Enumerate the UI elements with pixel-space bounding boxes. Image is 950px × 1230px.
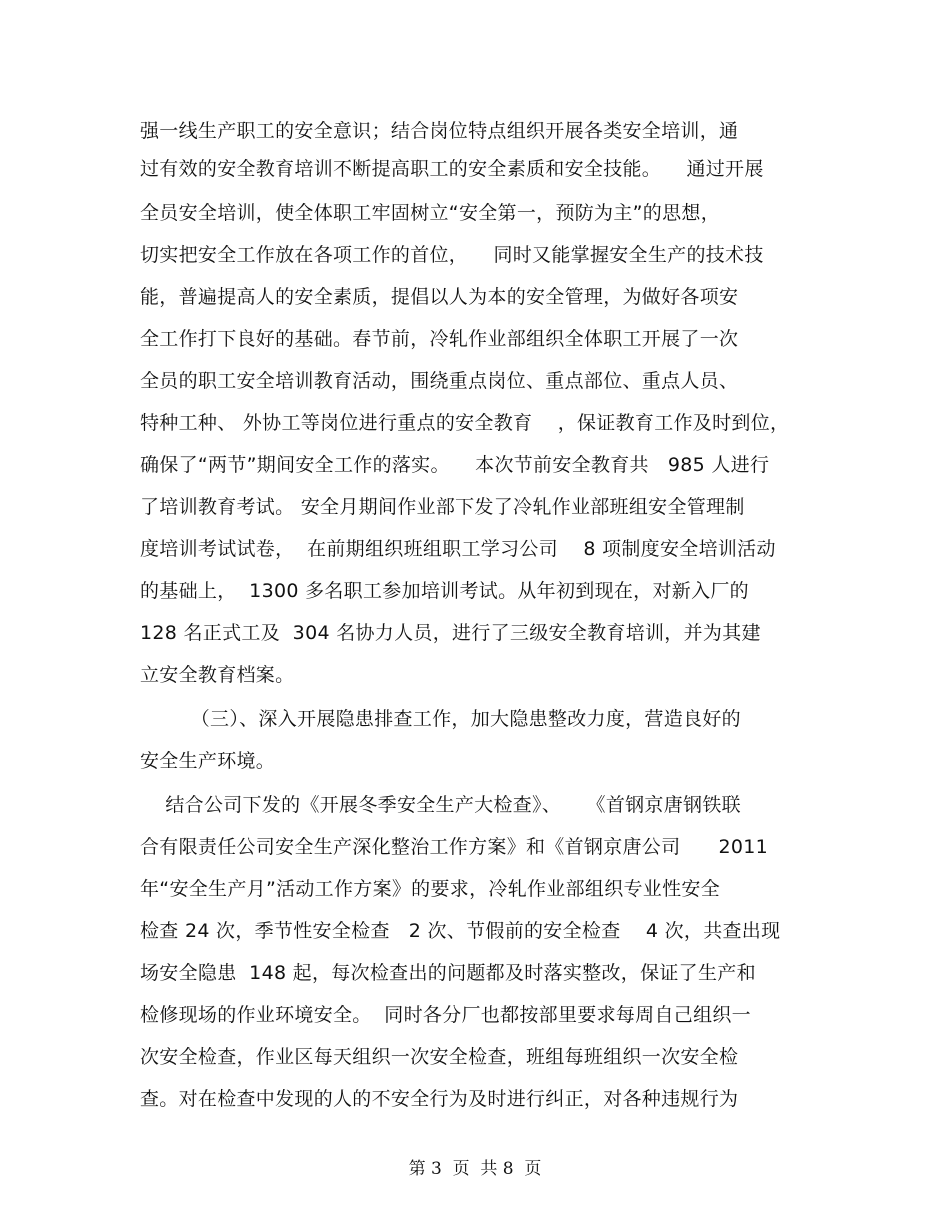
text-line: 安全生产环境。	[140, 750, 276, 772]
text-line: 确保了“两节”期间安全工作的落实。 本次节前安全教育共 985 人进行	[140, 454, 770, 476]
text-line: 立安全教育档案。	[140, 664, 295, 686]
text-line: 能，普遍提高人的安全素质，提倡以人为本的安全管理，为做好各项安	[140, 286, 739, 308]
text-line: 的基础上， 1300 多名职工参加培训考试。从年初到现在，对新入厂的	[140, 580, 749, 602]
text-line: 年“安全生产月”活动工作方案》的要求，冷轧作业部组织专业性安全	[140, 878, 720, 900]
text-line: 结合公司下发的《开展冬季安全生产大检查》、 《首钢京唐钢铁联	[140, 794, 741, 816]
text-line: 全员的职工安全培训教育活动，围绕重点岗位、重点部位、重点人员、	[140, 370, 739, 392]
text-line: 了培训教育考试。 安全月期间作业部下发了冷轧作业部班组安全管理制	[140, 496, 745, 518]
text-line: 次安全检查，作业区每天组织一次安全检查，班组每班组织一次安全检	[140, 1046, 739, 1068]
text-line: 强一线生产职工的安全意识；结合岗位特点组织开展各类安全培训，通	[140, 120, 739, 142]
text-line: 128 名正式工及 304 名协力人员，进行了三级安全教育培训，并为其建	[140, 622, 761, 644]
text-line: 查。对在检查中发现的人的不安全行为及时进行纠正，对各种违规行为	[140, 1088, 739, 1110]
text-line: 切实把安全工作放在各项工作的首位， 同时又能掌握安全生产的技术技	[140, 244, 764, 266]
text-line: 合有限责任公司安全生产深化整治工作方案》和《首钢京唐公司 2011	[140, 836, 768, 858]
text-line: 检修现场的作业环境安全。 同时各分厂也都按部里要求每周自己组织一	[140, 1004, 751, 1026]
text-line: 检查 24 次，季节性安全检查 2 次、节假前的安全检查 4 次，共查出现	[140, 920, 781, 942]
text-line: 特种工种、 外协工等岗位进行重点的安全教育 ，保证教育工作及时到位，	[140, 412, 790, 434]
page-number-footer: 第 3 页 共 8 页	[408, 1159, 542, 1179]
text-line: 过有效的安全教育培训不断提高职工的安全素质和安全技能。 通过开展	[140, 158, 764, 180]
text-line: 场安全隐患 148 起，每次检查出的问题都及时落实整改，保证了生产和	[140, 962, 756, 984]
text-line: 全员安全培训，使全体职工牢固树立“安全第一，预防为主”的思想，	[140, 202, 720, 224]
text-line: 度培训考试试卷， 在前期组织班组职工学习公司 8 项制度安全培训活动	[140, 538, 776, 560]
text-line: 全工作打下良好的基础。春节前，冷轧作业部组织全体职工开展了一次	[140, 328, 739, 350]
section-heading: （三）、深入开展隐患排查工作，加大隐患整改力度，营造良好的	[140, 708, 741, 730]
